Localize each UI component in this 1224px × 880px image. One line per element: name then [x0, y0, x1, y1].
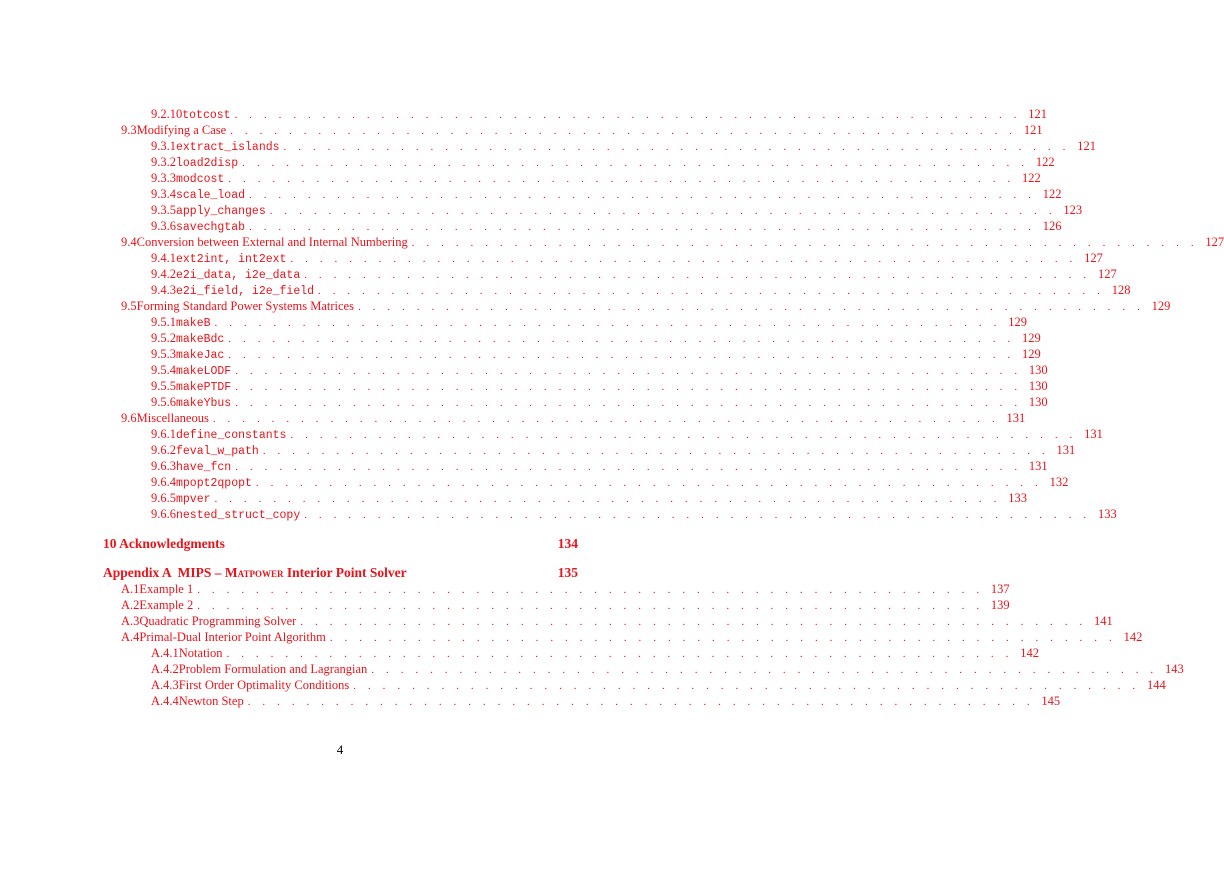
entry-page: 122 — [1042, 187, 1062, 201]
toc-entry-a-4-3[interactable] — [151, 677, 1166, 693]
dot-leader: . . . . . . . . . . . . . . . . . . . . . . . . . . . . . . . . . . . . . . . . . . . . . . . . . . . . . . — [226, 648, 1013, 660]
entry-title: scale_load — [176, 189, 246, 202]
entry-title: makeJac — [176, 349, 225, 362]
entry-page: 133 — [1008, 491, 1027, 505]
dot-leader: . . . . . . . . . . . . . . . . . . . . . . . . . . . . . . . . . . . . . . . . . . . . . . . . . . . . . . — [230, 125, 1017, 137]
toc-entry-a-4-1[interactable] — [151, 645, 1039, 661]
dot-leader: . . . . . . . . . . . . . . . . . . . . . . . . . . . . . . . . . . . . . . . . . . . . . . . . . . . . . . — [235, 381, 1022, 393]
entry-number: 9.3.1 — [151, 139, 176, 153]
toc-entry-9-3-2[interactable] — [151, 154, 1055, 170]
entry-page: 131 — [1056, 443, 1076, 457]
entry-page: 121 — [1023, 123, 1043, 137]
entry-page: 129 — [1022, 331, 1041, 345]
toc-entry-9-5-3[interactable] — [151, 346, 1041, 362]
toc-entry-9-6-3[interactable] — [151, 458, 1048, 474]
entry-title: makePTDF — [176, 381, 232, 394]
entry-page: 139 — [990, 598, 1010, 612]
toc-appendix-a[interactable] — [103, 564, 578, 582]
entry-number: 9.6.6 — [151, 507, 176, 521]
entry-number: 9.3 — [121, 123, 137, 137]
entry-number: A.4 — [121, 630, 140, 644]
toc-entry-9-5-6[interactable] — [151, 394, 1048, 410]
entry-number: 9.5.5 — [151, 379, 176, 393]
toc-entry-9-5-5[interactable] — [151, 378, 1048, 394]
dot-leader: . . . . . . . . . . . . . . . . . . . . . . . . . . . . . . . . . . . . . . . . . . . . . . . . . . . . . . — [197, 600, 984, 612]
toc-entry-9-3-1[interactable] — [151, 138, 1096, 154]
entry-page: 129 — [1008, 315, 1027, 329]
dot-leader: . . . . . . . . . . . . . . . . . . . . . . . . . . . . . . . . . . . . . . . . . . . . . . . . . . . . . . — [228, 349, 1015, 361]
entry-page: 131 — [1084, 427, 1103, 441]
entry-title: nested_struct_copy — [176, 509, 301, 522]
dot-leader: . . . . . . . . . . . . . . . . . . . . . . . . . . . . . . . . . . . . . . . . . . . . . . . . . . . . . . — [228, 173, 1015, 185]
entry-number: A.4.4 — [151, 694, 179, 708]
entry-number: A.4.1 — [151, 646, 179, 660]
dot-leader: . . . . . . . . . . . . . . . . . . . . . . . . . . . . . . . . . . . . . . . . . . . . . . . . . . . . . . — [255, 477, 1043, 489]
dot-leader: . . . . . . . . . . . . . . . . . . . . . . . . . . . . . . . . . . . . . . . . . . . . . . . . . . . . . . — [283, 141, 1070, 153]
entry-page: 122 — [1035, 155, 1055, 169]
toc-entry-9-3-3[interactable] — [151, 170, 1041, 186]
dot-leader: . . . . . . . . . . . . . . . . . . . . . . . . . . . . . . . . . . . . . . . . . . . . . . . . . . . . . . — [197, 584, 984, 596]
entry-title: ext2int, int2ext — [176, 253, 287, 266]
dot-leader: . . . . . . . . . . . . . . . . . . . . . . . . . . . . . . . . . . . . . . . . . . . . . . . . . . . . . . — [262, 445, 1050, 457]
entry-number: 9.4 — [121, 235, 137, 249]
dot-leader: . . . . . . . . . . . . . . . . . . . . . . . . . . . . . . . . . . . . . . . . . . . . . . . . . . . . . . — [357, 301, 1145, 313]
entry-page: 144 — [1146, 678, 1166, 692]
entry-page: 130 — [1028, 363, 1048, 377]
entry-page: 127 — [1097, 267, 1117, 281]
entry-title: Newton Step — [178, 694, 244, 708]
entry-title: modcost — [176, 173, 225, 186]
entry-page: 143 — [1165, 662, 1184, 676]
entry-number: A.1 — [121, 582, 140, 596]
toc-entry-9-3-4[interactable] — [151, 186, 1062, 202]
entry-number: 9.3.5 — [151, 203, 176, 217]
appendix-prefix: Appendix A MIPS – — [103, 565, 225, 580]
entry-title: Example 2 — [139, 598, 194, 612]
dot-leader: . . . . . . . . . . . . . . . . . . . . . . . . . . . . . . . . . . . . . . . . . . . . . . . . . . . . . . — [242, 157, 1029, 169]
entry-title: makeLODF — [176, 365, 232, 378]
entry-page: 127 — [1084, 251, 1103, 265]
dot-leader: . . . . . . . . . . . . . . . . . . . . . . . . . . . . . . . . . . . . . . . . . . . . . . . . . . . . . . — [214, 317, 1001, 329]
entry-title: makeB — [176, 317, 211, 330]
entry-number: 9.4.3 — [151, 283, 176, 297]
toc-entry-a-3[interactable] — [121, 613, 1113, 629]
entry-number: 9.6.4 — [151, 475, 176, 489]
entry-page: 130 — [1028, 395, 1048, 409]
entry-number: 9.6.2 — [151, 443, 176, 457]
entry-number: 9.6.3 — [151, 459, 176, 473]
dot-leader: . . . . . . . . . . . . . . . . . . . . . . . . . . . . . . . . . . . . . . . . . . . . . . . . . . . . . . — [290, 429, 1077, 441]
toc-entry-9-2-10[interactable] — [151, 106, 1048, 122]
entry-page: 137 — [990, 582, 1010, 596]
dot-leader: . . . . . . . . . . . . . . . . . . . . . . . . . . . . . . . . . . . . . . . . . . . . . . . . . . . . . . — [214, 493, 1001, 505]
entry-number: 9.6.1 — [151, 427, 176, 441]
dot-leader: . . . . . . . . . . . . . . . . . . . . . . . . . . . . . . . . . . . . . . . . . . . . . . . . . . . . . . — [212, 413, 1000, 425]
dot-leader: . . . . . . . . . . . . . . . . . . . . . . . . . . . . . . . . . . . . . . . . . . . . . . . . . . . . . . — [353, 680, 1140, 692]
entry-page: 142 — [1020, 646, 1039, 660]
entry-title: Forming Standard Power Systems Matrices — [136, 299, 354, 313]
toc-entry-a-2[interactable] — [121, 597, 1010, 613]
entry-number: 9.6.5 — [151, 491, 176, 505]
toc-entry-9-4-1[interactable] — [151, 250, 1103, 266]
chapter-title: 10 Acknowledgments — [103, 536, 225, 551]
dot-leader: . . . . . . . . . . . . . . . . . . . . . . . . . . . . . . . . . . . . . . . . . . . . . . . . . . . . . . — [249, 221, 1036, 233]
entry-title: Problem Formulation and Lagrangian — [178, 662, 368, 676]
dot-leader: . . . . . . . . . . . . . . . . . . . . . . . . . . . . . . . . . . . . . . . . . . . . . . . . . . . . . . — [329, 632, 1117, 644]
toc-entry-9-6-6[interactable] — [151, 506, 1117, 522]
entry-number: 9.5.1 — [151, 315, 176, 329]
toc-chapter-10[interactable] — [103, 535, 578, 553]
entry-title: feval_w_path — [176, 445, 259, 458]
dot-leader: . . . . . . . . . . . . . . . . . . . . . . . . . . . . . . . . . . . . . . . . . . . . . . . . . . . . . . — [234, 109, 1022, 121]
entry-title: First Order Optimality Conditions — [178, 678, 350, 692]
dot-leader: . . . . . . . . . . . . . . . . . . . . . . . . . . . . . . . . . . . . . . . . . . . . . . . . . . . . . . — [290, 253, 1077, 265]
entry-title: makeYbus — [176, 397, 232, 410]
entry-number: 9.4.2 — [151, 267, 176, 281]
dot-leader: . . . . . . . . . . . . . . . . . . . . . . . . . . . . . . . . . . . . . . . . . . . . . . . . . . . . . . — [235, 461, 1022, 473]
entry-page: 122 — [1022, 171, 1041, 185]
entry-page: 121 — [1028, 107, 1048, 121]
toc-entry-9-4-2[interactable] — [151, 266, 1117, 282]
entry-title: e2i_field, i2e_field — [176, 285, 315, 298]
entry-page: 141 — [1094, 614, 1113, 628]
toc-entry-a-4[interactable] — [121, 629, 1143, 645]
entry-number: A.3 — [121, 614, 140, 628]
entry-title: define_constants — [176, 429, 287, 442]
entry-title: mpver — [176, 493, 211, 506]
entry-page: 127 — [1205, 235, 1224, 249]
toc-entry-9-6-5[interactable] — [151, 490, 1027, 506]
entry-page: 133 — [1097, 507, 1117, 521]
dot-leader: . . . . . . . . . . . . . . . . . . . . . . . . . . . . . . . . . . . . . . . . . . . . . . . . . . . . . . — [235, 365, 1022, 377]
dot-leader: . . . . . . . . . . . . . . . . . . . . . . . . . . . . . . . . . . . . . . . . . . . . . . . . . . . . . . — [249, 189, 1036, 201]
entry-title: Conversion between External and Internal Numbering — [136, 235, 408, 249]
entry-title: Notation — [178, 646, 223, 660]
entry-title: totcost — [182, 109, 231, 122]
toc-entry-9-5[interactable] — [121, 298, 1171, 314]
entry-title: extract_islands — [176, 141, 280, 154]
entry-page: 123 — [1063, 203, 1083, 217]
dot-leader: . . . . . . . . . . . . . . . . . . . . . . . . . . . . . . . . . . . . . . . . . . . . . . . . . . . . . . — [304, 509, 1091, 521]
chapter-page: 134 — [557, 536, 578, 551]
entry-page: 129 — [1151, 299, 1171, 313]
entry-number: 9.3.3 — [151, 171, 176, 185]
toc-entry-9-3[interactable] — [121, 122, 1043, 138]
entry-page: 131 — [1006, 411, 1026, 425]
entry-page: 145 — [1041, 694, 1061, 708]
toc-entry-9-5-1[interactable] — [151, 314, 1027, 330]
entry-number: A.2 — [121, 598, 140, 612]
dot-leader: . . . . . . . . . . . . . . . . . . . . . . . . . . . . . . . . . . . . . . . . . . . . . . . . . . . . . . — [269, 205, 1057, 217]
entry-title: load2disp — [176, 157, 239, 170]
toc-entry-a-1[interactable] — [121, 581, 1010, 597]
dot-leader: . . . . . . . . . . . . . . . . . . . . . . . . . . . . . . . . . . . . . . . . . . . . . . . . . . . . . . — [247, 696, 1035, 708]
appendix-title — [103, 564, 548, 582]
entry-title: have_fcn — [176, 461, 232, 474]
toc-entry-9-6[interactable] — [121, 410, 1026, 426]
entry-page: 121 — [1077, 139, 1096, 153]
toc-entry-9-4[interactable] — [121, 234, 1224, 250]
toc-entry-9-3-5[interactable] — [151, 202, 1083, 218]
entry-title: Modifying a Case — [136, 123, 227, 137]
toc-entry-a-4-2[interactable] — [151, 661, 1184, 677]
entry-number: 9.4.1 — [151, 251, 176, 265]
entry-number: 9.5.3 — [151, 347, 176, 361]
entry-number: 9.5 — [121, 299, 137, 313]
dot-leader: . . . . . . . . . . . . . . . . . . . . . . . . . . . . . . . . . . . . . . . . . . . . . . . . . . . . . . — [411, 237, 1199, 249]
entry-number: 9.3.2 — [151, 155, 176, 169]
dot-leader: . . . . . . . . . . . . . . . . . . . . . . . . . . . . . . . . . . . . . . . . . . . . . . . . . . . . . . — [300, 616, 1087, 628]
entry-page: 142 — [1123, 630, 1143, 644]
entry-page: 129 — [1022, 347, 1041, 361]
entry-page: 130 — [1028, 379, 1048, 393]
toc-entry-9-5-2[interactable] — [151, 330, 1041, 346]
entry-title: Miscellaneous — [136, 411, 209, 425]
dot-leader: . . . . . . . . . . . . . . . . . . . . . . . . . . . . . . . . . . . . . . . . . . . . . . . . . . . . . . — [228, 333, 1015, 345]
entry-title: savechgtab — [176, 221, 246, 234]
dot-leader: . . . . . . . . . . . . . . . . . . . . . . . . . . . . . . . . . . . . . . . . . . . . . . . . . . . . . . — [304, 269, 1091, 281]
entry-number: 9.2.10 — [151, 107, 183, 121]
dot-leader: . . . . . . . . . . . . . . . . . . . . . . . . . . . . . . . . . . . . . . . . . . . . . . . . . . . . . . — [318, 285, 1105, 297]
toc-entry-a-4-4[interactable] — [151, 693, 1061, 709]
entry-page: 132 — [1049, 475, 1069, 489]
entry-number: A.4.2 — [151, 662, 179, 676]
entry-title: mpopt2qpopt — [176, 477, 252, 490]
entry-number: 9.3.6 — [151, 219, 176, 233]
entry-number: 9.3.4 — [151, 187, 176, 201]
appendix-page: 135 — [557, 565, 578, 580]
dot-leader: . . . . . . . . . . . . . . . . . . . . . . . . . . . . . . . . . . . . . . . . . . . . . . . . . . . . . . — [235, 397, 1022, 409]
toc-entry-9-3-6[interactable] — [151, 218, 1062, 234]
matpower-brand: Matpower — [224, 565, 284, 580]
appendix-suffix: Interior Point Solver — [283, 565, 407, 580]
toc-entry-9-4-3[interactable] — [151, 282, 1131, 298]
entry-title: Primal-Dual Interior Point Algorithm — [139, 630, 326, 644]
dot-leader: . . . . . . . . . . . . . . . . . . . . . . . . . . . . . . . . . . . . . . . . . . . . . . . . . . . . . . — [371, 664, 1158, 676]
page-number: 4 — [336, 742, 344, 757]
entry-number: 9.5.6 — [151, 395, 176, 409]
toc-entry-9-6-4[interactable] — [151, 474, 1069, 490]
toc-entry-9-5-4[interactable] — [151, 362, 1048, 378]
entry-title: Example 1 — [139, 582, 194, 596]
entry-number: 9.5.2 — [151, 331, 176, 345]
entry-title: apply_changes — [176, 205, 266, 218]
entry-title: Quadratic Programming Solver — [139, 614, 297, 628]
entry-page: 131 — [1028, 459, 1048, 473]
entry-number: A.4.3 — [151, 678, 179, 692]
entry-page: 128 — [1111, 283, 1131, 297]
entry-page: 126 — [1042, 219, 1062, 233]
toc-entry-9-6-2[interactable] — [151, 442, 1076, 458]
entry-number: 9.5.4 — [151, 363, 176, 377]
entry-number: 9.6 — [121, 411, 137, 425]
entry-title: e2i_data, i2e_data — [176, 269, 301, 282]
toc-entry-9-6-1[interactable] — [151, 426, 1103, 442]
entry-title: makeBdc — [176, 333, 225, 346]
